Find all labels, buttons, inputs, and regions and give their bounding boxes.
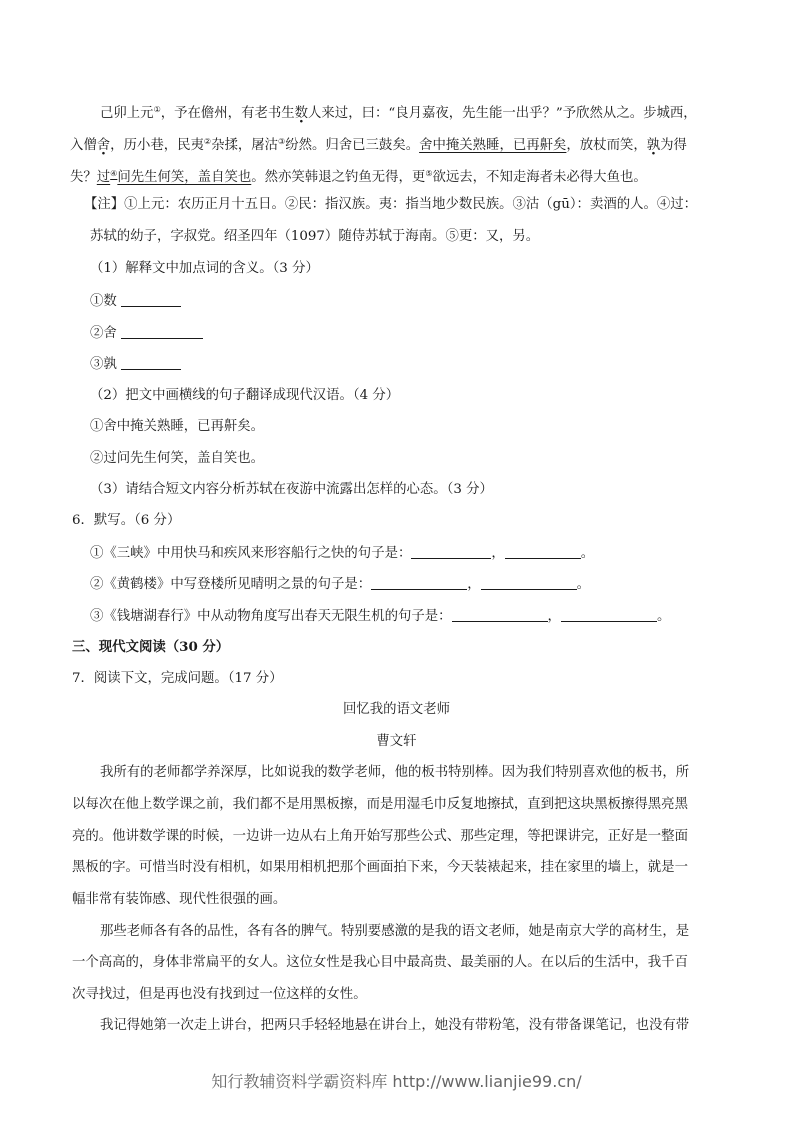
section-3-heading: 三、现代文阅读（30 分） — [72, 639, 230, 655]
q1-item-2: ②舍 — [90, 324, 203, 343]
answer-blank[interactable] — [121, 355, 181, 370]
article-line: 黑板的字。可惜当时没有相机，如果用相机把那个画面拍下来，今天装裱起来，挂在家里的墙上，就是一 — [72, 860, 688, 875]
note-line-1: 【注】①上元：农历正月十五日。②民：指汉族。夷：指当地少数民族。③沽（gū）：卖酒的人。④过： — [84, 197, 698, 212]
q2-title: （2）把文中画横线的句子翻译成现代汉语。（4 分） — [90, 388, 400, 403]
dotted-word-shu2: 孰 — [646, 138, 661, 153]
underlined-sentence-2b: 问先生何笑，盖自笑也 — [117, 170, 252, 185]
q6-item-3: ③《钱塘湖春行》中从动物角度写出春天无限生机的句子是： ， 。 — [90, 609, 671, 624]
passage-line-1: 己卯上元①，予在儋州，有老书生数人来过，曰：“良月嘉夜，先生能一出乎？”予欣然从之。步城西， — [100, 105, 697, 121]
article-line: 一个高高的，身体非常扁平的女人。这位女性是我心目中最高贵、最美丽的人。在以后的生活中，我千百 — [72, 955, 688, 970]
article-line: 次寻找过，但是再也没有找到过一位这样的女性。 — [72, 987, 367, 1002]
article-title: 回忆我的语文老师 — [342, 702, 451, 717]
article-line: 亮的。他讲数学课的时候，一边讲一边从右上角开始写那些公式、那些定理，等把课讲完，正好是一整面 — [72, 829, 688, 844]
q1-title: （1）解释文中加点词的含义。（3 分） — [90, 261, 319, 276]
q6-title: 6．默写。（6 分） — [72, 513, 181, 528]
article-line: 那些老师各有各的品性，各有各的脾气。特别要感激的是我的语文老师，她是南京大学的高材生，是 — [100, 924, 690, 939]
q1-item-3: ③孰 — [90, 355, 181, 374]
answer-blank[interactable] — [561, 607, 657, 622]
answer-blank[interactable] — [505, 544, 581, 559]
note-line-2: 苏轼的幼子，字叔党。绍圣四年（1097）随侍苏轼于海南。⑤更：又，另。 — [90, 229, 540, 244]
answer-blank[interactable] — [452, 607, 548, 622]
article-line: 幅非常有装饰感、现代性很强的画。 — [72, 892, 287, 907]
underlined-sentence-2a: 过 — [96, 170, 111, 185]
dotted-word-shu: 数 — [294, 106, 309, 121]
answer-blank[interactable] — [121, 324, 203, 339]
answer-blank[interactable] — [371, 575, 467, 590]
answer-blank[interactable] — [121, 292, 181, 307]
passage-line-2: 入僧舍，历小巷，民夷②杂揉，屠沽③纷然。归舍已三鼓矣。舍中掩关熟睡，已再鼾矣，放杖而笑，孰为得 — [70, 137, 687, 153]
article-author: 曹文轩 — [376, 734, 417, 749]
q6-item-1: ①《三峡》中用快马和疾风来形容船行之快的句子是： ， 。 — [90, 546, 595, 561]
answer-blank[interactable] — [411, 544, 491, 559]
underlined-sentence-1: 舍中掩关熟睡，已再鼾矣 — [419, 138, 567, 153]
article-line: 以每次在他上数学课之前，我们都不是用黑板擦，而是用湿毛巾反复地擦拭，直到把这块黑板擦得黑亮黑 — [72, 797, 688, 812]
dotted-word-she: 舍 — [96, 138, 111, 153]
q1-item-1: ①数 — [90, 292, 181, 311]
q3-title: （3）请结合短文内容分析苏轼在夜游中流露出怎样的心态。（3 分） — [90, 482, 493, 497]
q6-item-2: ②《黄鹤楼》中写登楼所见晴明之景的句子是： ， 。 — [90, 577, 590, 592]
q2-item-2: ②过问先生何笑，盖自笑也。 — [90, 451, 265, 466]
q7-title: 7．阅读下文，完成问题。（17 分） — [72, 671, 283, 686]
answer-blank[interactable] — [481, 575, 577, 590]
article-line: 我所有的老师都学养深厚，比如说我的数学老师，他的板书特别棒。因为我们特别喜欢他的板书，所 — [100, 765, 690, 780]
passage-line-3: 失？过④问先生何笑，盖自笑也。然亦笑韩退之钓鱼无得，更⑤欲远去，不知走海者未必得大鱼也。 — [70, 169, 647, 185]
footer-watermark[interactable]: 知行教辅资料学霸资料库 http://www.lianjie99.cn/ — [211, 1072, 582, 1091]
article-line: 我记得她第一次走上讲台，把两只手轻轻地悬在讲台上，她没有带粉笔，没有带备课笔记，也没有带 — [100, 1018, 690, 1033]
q2-item-1: ①舍中掩关熟睡，已再鼾矣。 — [90, 419, 265, 434]
